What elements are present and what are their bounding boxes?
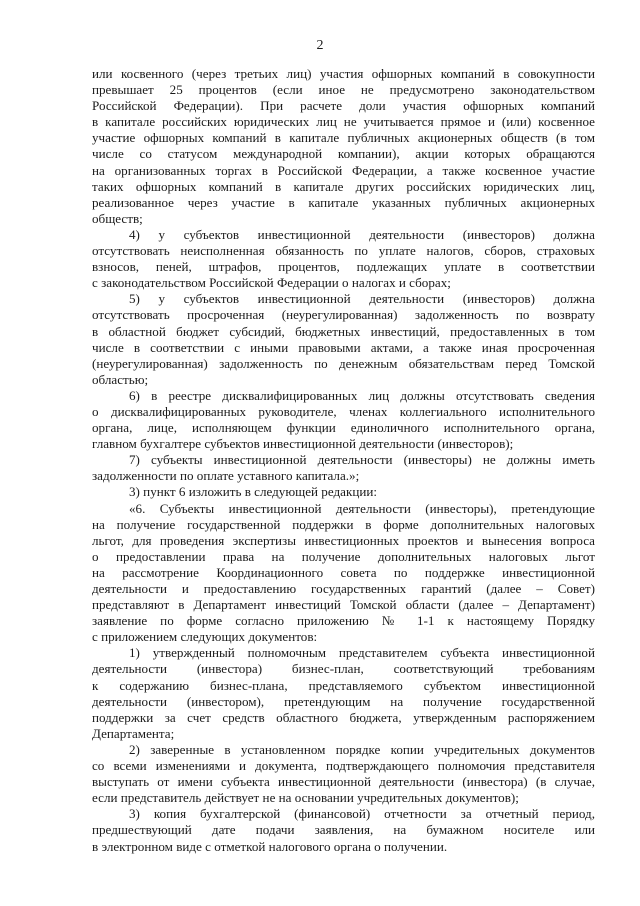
text-line: Департамента; (92, 725, 175, 741)
text-line: таких офшорных компаний в капитале других российских юридических лиц, (92, 178, 595, 194)
text-line: отсутствовать неисполненная обязанность по уплате налогов, сборов, страховых (92, 243, 595, 259)
text-line: главном бухгалтере субъектов инвестиционной деятельности (инвесторов); (92, 436, 514, 452)
text-line: числе со статусом международной компании), акции которых обращаются (92, 146, 595, 162)
text-line: отсутствовать просроченная (неурегулированная) задолженность по возврату (92, 307, 595, 323)
text-line: представляют в Департамент инвестиций Томской области (далее – Департамент) (92, 597, 595, 613)
text-line: если представитель действует не на основании учредительных документов); (92, 790, 519, 806)
text-line: поддержки за счет средств областного бюджета, утвержденным распоряжением (92, 709, 595, 725)
text-line: или косвенного (через третьих лиц) участия офшорных компаний в совокупности (92, 66, 595, 81)
text-line: льгот, для проведения экспертизы инвестиционных проектов и вынесения вопроса (92, 532, 595, 548)
text-line: на организованных торгах в Российской Федерации, а также косвенное участие (92, 162, 595, 178)
text-line: задолженности по оплате уставного капитала.»; (92, 468, 360, 484)
text-line: 7) субъекты инвестиционной деятельности (инвесторы) не должны иметь (129, 452, 595, 468)
text-line: на получение государственной поддержки в форме дополнительных налоговых (92, 516, 595, 532)
text-line: (неурегулированная) задолженность по денежным обязательствам перед Томской (92, 355, 595, 371)
text-line: 3) пункт 6 изложить в следующей редакции: (129, 484, 377, 500)
text-line: деятельности (инвестором), претендующим на получение государственной (92, 693, 595, 709)
text-line: обществ; (92, 210, 143, 226)
text-line: 2) заверенные в установленном порядке копии учредительных документов (129, 741, 595, 757)
text-line: деятельности и предоставлению государственных гарантий (далее – Совет) (92, 581, 595, 596)
text-line: Российской Федерации). При расчете доли участия офшорных компаний (92, 98, 595, 114)
text-line: участие офшорных компаний в капитале публичных акционерных обществ (в том (92, 130, 595, 146)
text-line: выступать от имени субъекта инвестиционной деятельности (инвестора) (в случае, (92, 774, 595, 790)
text-line: взносов, пеней, штрафов, процентов, подлежащих уплате в соответствии (92, 259, 595, 275)
text-line: с приложением следующих документов: (92, 629, 318, 645)
text-line: числе в соответствии с иными правовыми актами, а также иная просроченная (92, 339, 595, 355)
text-line: превышает 25 процентов (если иное не предусмотрено законодательством (92, 82, 595, 98)
text-line: областью; (92, 371, 149, 387)
text-line: 6) в реестре дисквалифицированных лиц должны отсутствовать сведения (129, 387, 595, 403)
text-line: на рассмотрение Координационного совета по поддержке инвестиционной (92, 564, 595, 580)
text-line: предшествующий дате подачи заявления, на бумажном носителе или (92, 822, 595, 838)
text-line: к содержанию бизнес-плана, представляемого субъектом инвестиционной (92, 677, 595, 693)
text-line: с законодательством Российской Федерации о налогах и сборах; (92, 275, 451, 291)
page-number: 2 (316, 38, 324, 53)
text-line: со всеми изменениями и документа, подтверждающего полномочия представителя (92, 758, 595, 774)
text-line: о предоставлении права на получение дополнительных налоговых льгот (92, 548, 595, 564)
text-line: органа, лице, исполняющем функции единоличного исполнительного органа, (92, 420, 595, 436)
text-line: 3) копия бухгалтерской (финансовой) отчетности за отчетный период, (129, 806, 595, 822)
text-line: в областной бюджет субсидий, бюджетных инвестиций, предоставленных в том (92, 323, 595, 339)
text-line: в капитале российских юридических лиц не учитывается прямое и (или) косвенное (92, 114, 595, 130)
text-line: 5) у субъектов инвестиционной деятельности (инвесторов) должна (129, 291, 595, 307)
text-line: 1) утвержденный полномочным представителем субъекта инвестиционной (129, 645, 595, 661)
document-body (92, 66, 595, 855)
text-line: 4) у субъектов инвестиционной деятельности (инвесторов) должна (129, 226, 595, 242)
text-line: «6. Субъекты инвестиционной деятельности (инвесторы), претендующие (129, 500, 595, 516)
text-line: реализованное через участие в капитале указанных публичных акционерных (92, 194, 595, 210)
text-line: о дисквалифицированных руководителе, членах коллегиального исполнительного (92, 403, 595, 419)
text-line: в электронном виде с отметкой налогового органа о получении. (92, 838, 448, 854)
text-line: деятельности (инвестора) бизнес-план, соответствующий требованиям (92, 661, 595, 677)
text-line: заявление по форме согласно приложению № 1-1 к настоящему Порядку (92, 613, 595, 629)
